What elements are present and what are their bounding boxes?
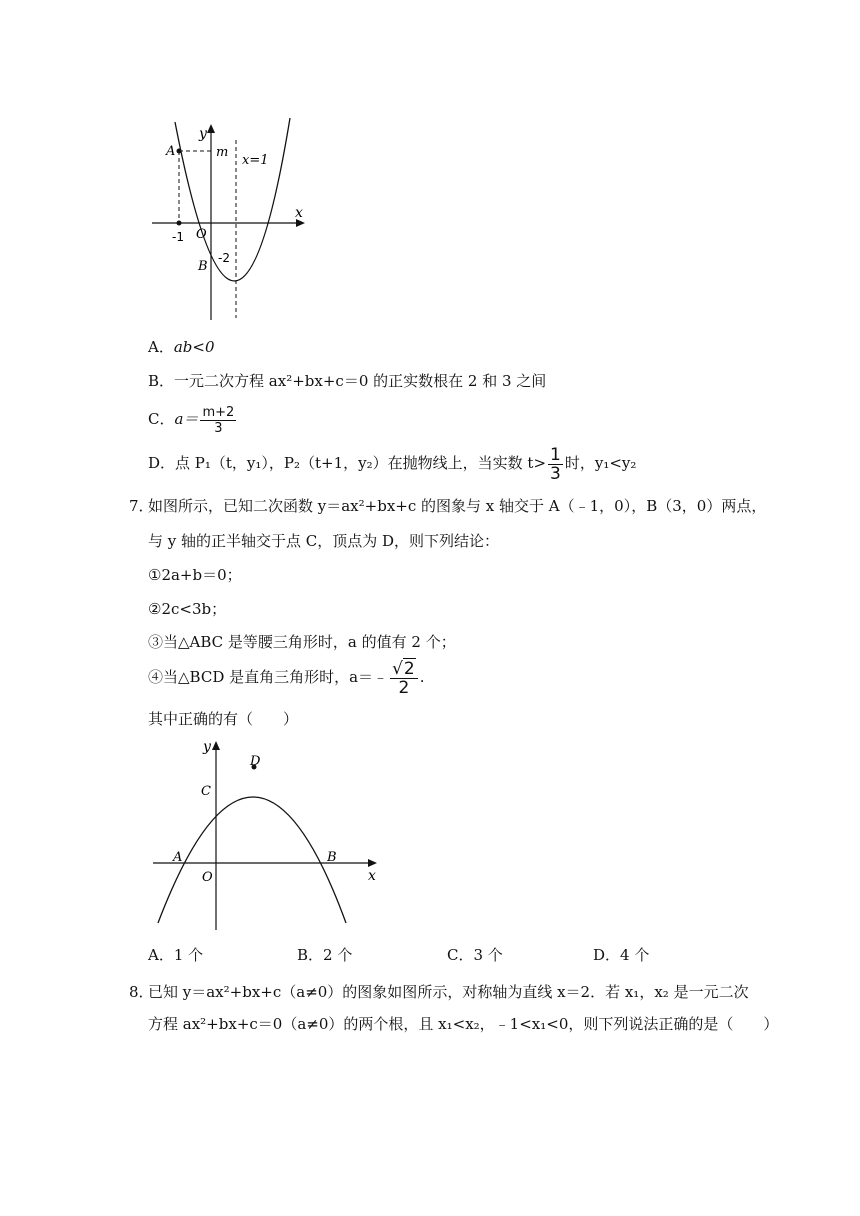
q6-option-d-den: 3 (550, 463, 561, 484)
q8-line2: 方程 ax²+bx+c＝0（a≠0）的两个根，且 x₁<x₂，﹣1<x₁<0，则下列说法正确的是（ ） (148, 1015, 779, 1033)
q6-option-c-num: m+2 (202, 404, 235, 420)
q6-option-c-pre: a＝ (174, 410, 199, 428)
q7-item4 (148, 657, 425, 697)
q6-option-c-label: C． (148, 410, 175, 428)
q6-option-d-text2: 时，y₁<y₂ (564, 454, 637, 472)
parabola-curve (175, 118, 290, 281)
fig2-point-d: D (250, 754, 261, 769)
fig1-m-label: m (216, 145, 229, 160)
q7-question: 其中正确的有（ ） (148, 710, 299, 728)
q6-option-b-label: B． (148, 372, 175, 390)
fig1-y-label: y (199, 126, 207, 142)
fig1-origin-label: O (196, 227, 207, 242)
fig1-neg1-label: -1 (172, 230, 184, 244)
fig2-point-a: A (173, 850, 183, 865)
q7-item4-den: 2 (398, 677, 410, 698)
parabola-figure-1 (150, 110, 320, 325)
q7-item4-fraction: $\frac{√2}{2}$ (390, 660, 418, 697)
fig2-point-b: B (327, 850, 337, 865)
q7-item4-post: . (419, 668, 425, 686)
fig2-origin-label: O (202, 870, 213, 885)
q7-option-b: B．2 个 (297, 946, 353, 964)
fig1-point-b: B (198, 259, 208, 274)
q7-option-d: D．4 个 (593, 946, 650, 964)
q7-item4-pre: ④当△BCD 是直角三角形时，a＝﹣ (148, 668, 389, 686)
fig1-point-a: A (166, 144, 176, 159)
q7-line1: 如图所示，已知二次函数 y＝ax²+bx+c 的图象与 x 轴交于 A（﹣1，0），B（3，0）两点， (148, 497, 767, 515)
q6-option-c (148, 402, 238, 436)
q6-option-d-label: D． (148, 454, 176, 472)
fig2-point-c: C (201, 784, 211, 799)
parabola-curve-2 (158, 797, 346, 923)
q7-option-a: A．1 个 (148, 946, 204, 964)
q6-option-a (148, 337, 215, 357)
q7-item1: ①2a+b＝0； (148, 566, 242, 584)
q6-option-d-num: 1 (550, 444, 561, 465)
q6-option-b (148, 371, 546, 391)
q6-option-d-text1: 点 P₁（t，y₁），P₂（t+1，y₂）在抛物线上，当实数 t> (175, 454, 547, 472)
fig2-x-label: x (368, 868, 376, 884)
fig1-neg2-label: -2 (218, 251, 230, 265)
q7-number: 7． (129, 497, 154, 515)
q7-item4-num: 2 (403, 658, 415, 679)
q6-option-d (148, 445, 636, 483)
q8-number: 8． (129, 983, 154, 1001)
q6-option-c-den: 3 (214, 420, 223, 436)
fig2-y-label: y (203, 739, 211, 755)
q7-item2: ②2c<3b； (148, 600, 227, 618)
parabola-figure-2 (150, 735, 385, 935)
q6-option-c-fraction (200, 405, 236, 436)
q8-line1: 已知 y＝ax²+bx+c（a≠0）的图象如图所示，对称轴为直线 x＝2．若 x₁，x₂ 是一元二次 (148, 983, 749, 1001)
fig1-axis-label: x=1 (242, 153, 269, 168)
q6-option-d-fraction (548, 446, 563, 483)
q7-option-c: C．3 个 (447, 946, 503, 964)
q6-option-a-text: ab<0 (173, 338, 215, 356)
q7-line2: 与 y 轴的正半轴交于点 C，顶点为 D，则下列结论： (148, 532, 500, 550)
q6-option-b-text: 一元二次方程 ax²+bx+c＝0 的正实数根在 2 和 3 之间 (174, 372, 547, 390)
fig1-x-label: x (295, 205, 303, 221)
q7-item3: ③当△ABC 是等腰三角形时，a 的值有 2 个； (148, 633, 456, 651)
q6-option-a-label: A． (148, 338, 174, 356)
